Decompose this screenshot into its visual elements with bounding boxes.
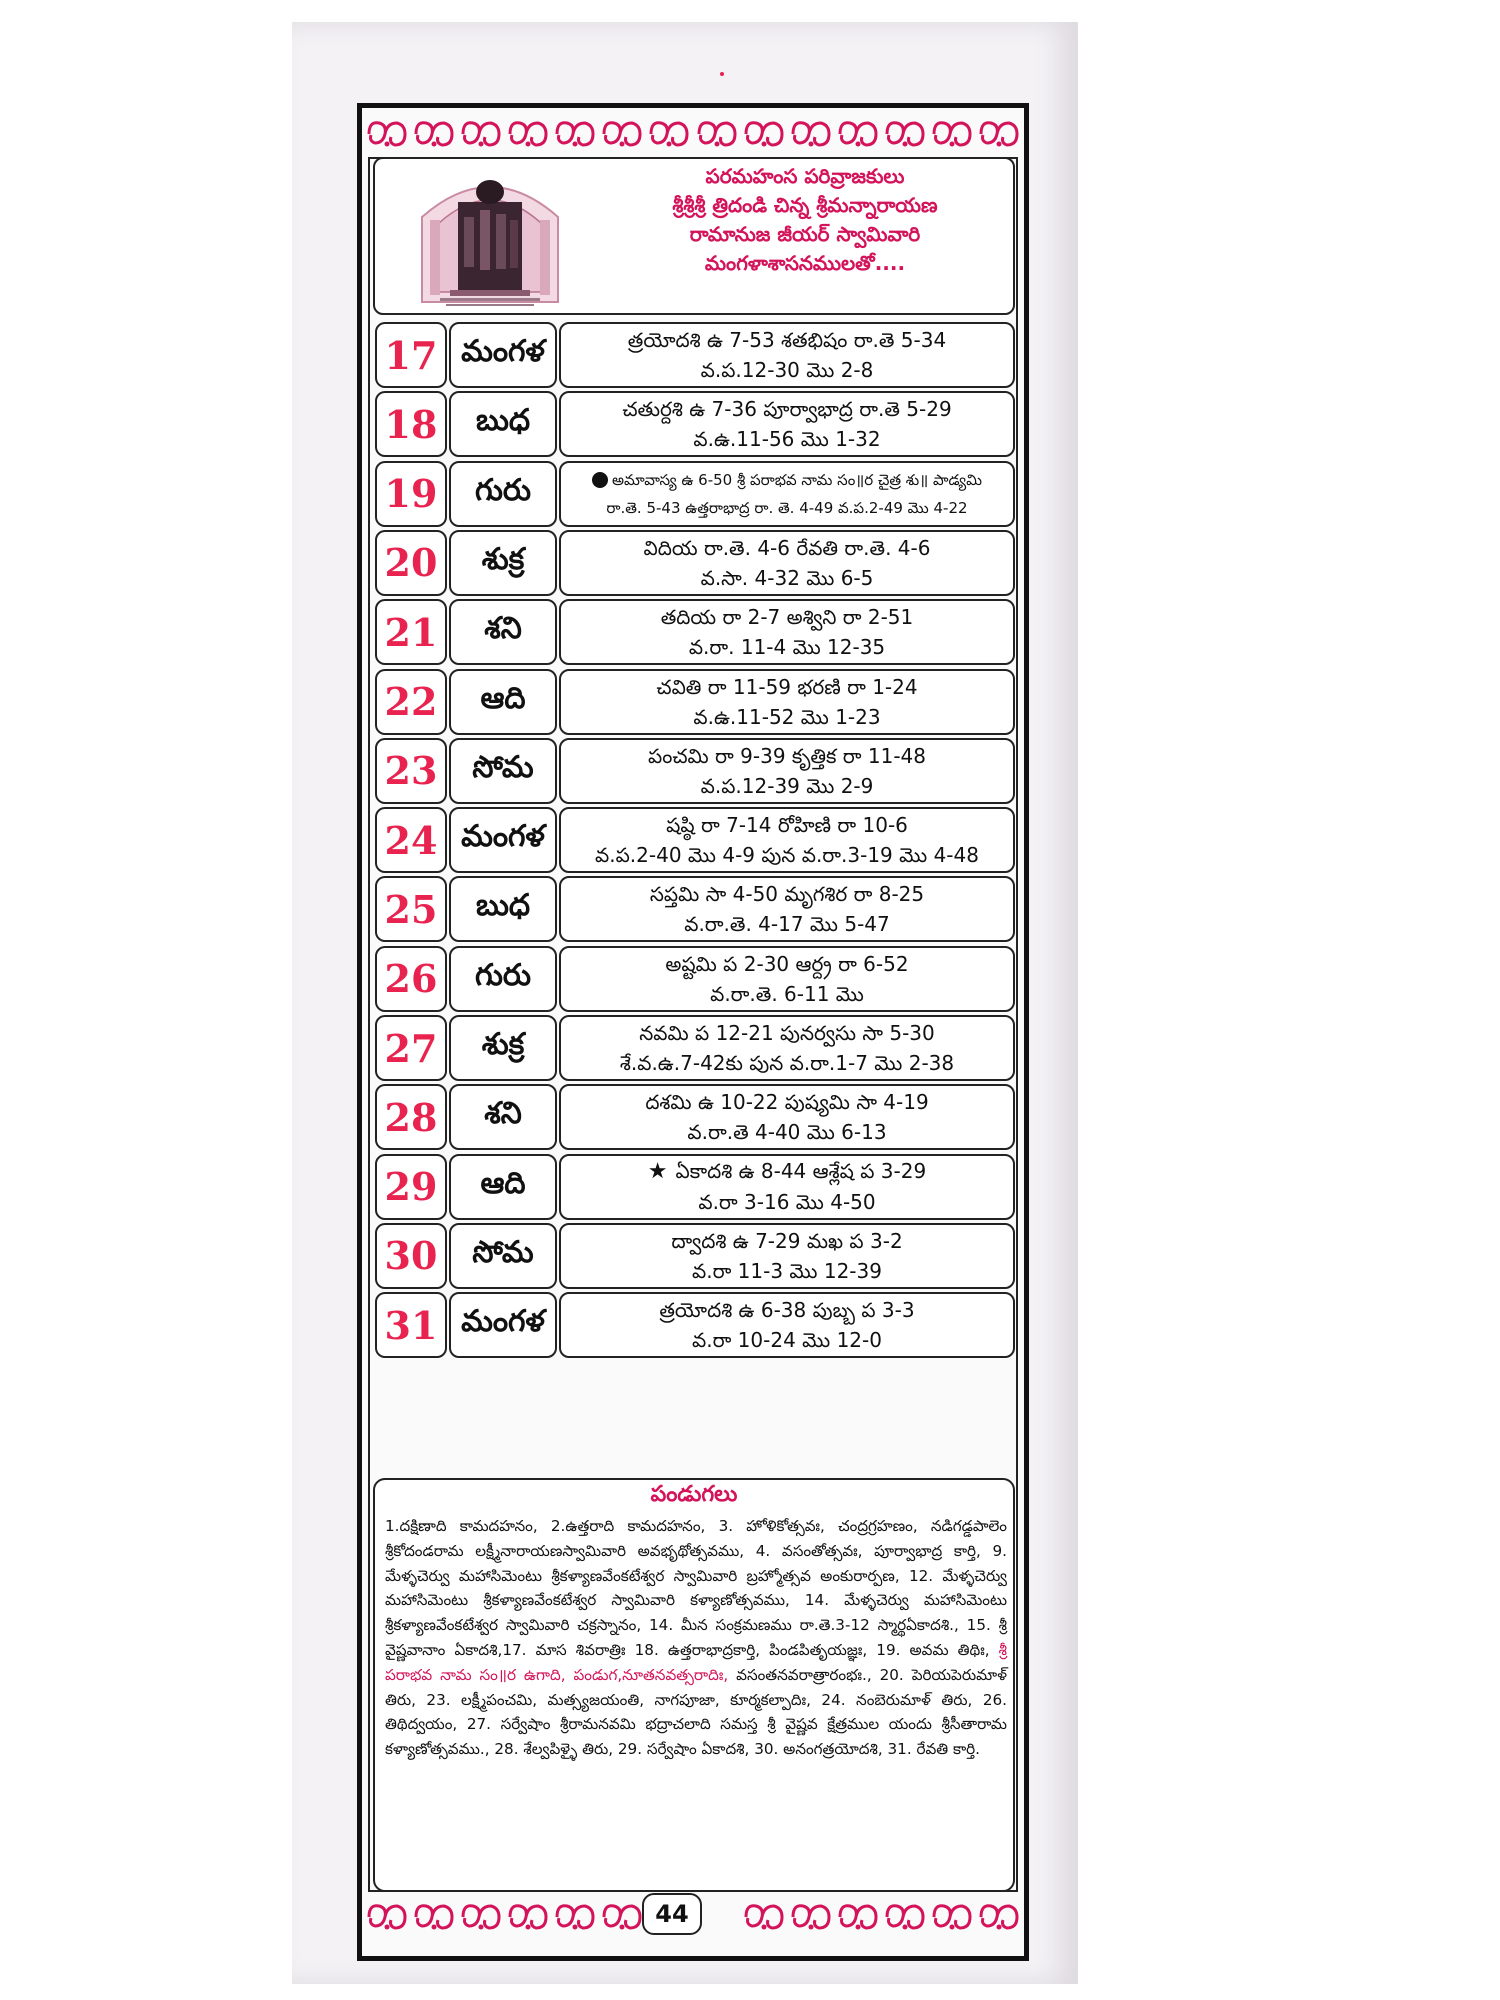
page-number: 44 [642, 1893, 702, 1935]
panchang-line-1 [661, 602, 914, 632]
panchang-details [559, 461, 1015, 527]
weekday-name: గురు [449, 946, 557, 1012]
festivals-text-part-2: వసంతనవరాత్రారంభః., 20. పెరియపెరుమాళ్ తిరు, 23. లక్ష్మీపంచమి, మత్స్యజయంతి, నాగపూజా, కూర్మకల్పాదిః, 24. నంబెరుమాళ్ తిరు, 26. తిథిద్వయం, 27. సర్వేషాం శ్రీరామనవమి భద్రాచలాది సమస్త శ్రీ వైష్ణవ క్షేత్రముల యందు శ్రీసీతారామ కళ్యాణోత్సవము., 28. శేల్వపిళ్ళై తిరు, 29. సర్వేషాం ఏకాదశి, 30. అనంగత్రయోదశి, 31. రేవతి కార్తి. [385, 1665, 1008, 1759]
header-blessing-text [600, 162, 1010, 278]
panchang-details [559, 946, 1015, 1012]
panchang-line-1-text: పంచమి రా 9-39 కృత్తిక రా 11-48 [647, 743, 926, 768]
top-decorative-border [363, 110, 1023, 158]
panchang-line-1 [650, 879, 924, 909]
panchang-line-1-text: చతుర్దశి ఉ 7-36 పూర్వాభాద్ర రా.తె 5-29 [622, 397, 952, 422]
border-knot-icon [553, 1900, 597, 1934]
border-knot-icon [412, 117, 456, 151]
header-line-4: మంగళాశాసనములతో.... [704, 251, 906, 275]
panchang-line-2: వ.రా 10-24 మొ 12-0 [692, 1328, 882, 1353]
panchang-details [559, 1154, 1015, 1220]
border-knot-icon [600, 117, 644, 151]
panchang-line-1 [622, 394, 951, 424]
panchang-line-1 [628, 325, 946, 355]
panchang-line-1-text: ఏకాదశి ఉ 8-44 ఆశ్లేష ప 3-29 [675, 1159, 927, 1184]
date-number: 25 [375, 876, 447, 942]
border-knot-icon [742, 1900, 786, 1934]
panchang-line-1 [666, 810, 908, 840]
calendar-row [375, 1154, 1017, 1222]
border-knot-icon [836, 117, 880, 151]
date-number: 18 [375, 391, 447, 457]
border-knot-icon [930, 1900, 974, 1934]
panchang-line-1 [659, 1295, 914, 1325]
border-knot-icon [365, 117, 409, 151]
date-number: 30 [375, 1223, 447, 1289]
panchang-line-1-text: అష్టమి ప 2-30 ఆర్ద్ర రా 6-52 [665, 951, 909, 976]
panchang-details [559, 807, 1015, 873]
calendar-row [375, 322, 1017, 390]
festivals-text [385, 1514, 1007, 1762]
weekday-name: ఆది [449, 1154, 557, 1220]
panchang-line-1 [644, 533, 931, 563]
calendar-row [375, 1292, 1017, 1360]
border-knot-icon [506, 1900, 550, 1934]
panchang-line-1 [665, 949, 908, 979]
date-number: 27 [375, 1015, 447, 1081]
panchang-details [559, 738, 1015, 804]
panchang-details [559, 1223, 1015, 1289]
panchang-line-2: వ.రా.తె. 4-17 మొ 5-47 [684, 912, 890, 937]
panchang-line-1 [648, 1156, 926, 1187]
border-knot-icon [742, 117, 786, 151]
panchang-line-1-text: త్రయోదశి ఉ 7-53 శతభిషం రా.తె 5-34 [627, 328, 947, 352]
header-line-3: రామానుజ జీయర్ స్వామివారి [689, 222, 921, 246]
border-knot-icon [459, 117, 503, 151]
weekday-name: సోమ [449, 1223, 557, 1289]
panchang-details [559, 530, 1015, 596]
panchang-line-1-text: త్రయోదశి ఉ 6-38 పుబ్బ ప 3-3 [659, 1298, 915, 1323]
calendar-row [375, 738, 1017, 806]
panchang-line-2: వ.ఉ.11-52 మొ 1-23 [693, 704, 881, 729]
panchang-line-2: వ.రా.తె 4-40 మొ 6-13 [687, 1120, 887, 1145]
weekday-name: శుక్ర [449, 530, 557, 596]
panchang-line-2: వ.ఉ.11-56 మొ 1-32 [693, 427, 881, 452]
festivals-title: పండుగలు [650, 1482, 738, 1507]
panchang-line-1 [592, 466, 982, 494]
panchang-line-2: వ.రా.తె. 6-11 మొ [710, 981, 864, 1006]
calendar-row [375, 530, 1017, 598]
panchang-details [559, 1084, 1015, 1150]
weekday-name: గురు [449, 461, 557, 527]
date-number: 24 [375, 807, 447, 873]
weekday-name: శని [449, 599, 557, 665]
border-knot-icon [412, 1900, 456, 1934]
panchang-line-2: వ.ప.2-40 మొ 4-9 పున వ.రా.3-19 మొ 4-48 [595, 843, 979, 868]
panchang-line-2: వ.రా 11-3 మొ 12-39 [692, 1258, 882, 1283]
border-knot-icon [789, 117, 833, 151]
calendar-row [375, 669, 1017, 737]
date-number: 22 [375, 669, 447, 735]
weekday-name: బుధ [449, 391, 557, 457]
border-knot-icon [506, 117, 550, 151]
panchang-details [559, 391, 1015, 457]
calendar-row [375, 461, 1017, 529]
panchang-line-2: వ.రా 3-16 మొ 4-50 [698, 1190, 876, 1215]
ink-dot [720, 72, 724, 76]
date-number: 19 [375, 461, 447, 527]
border-knot-icon [647, 117, 691, 151]
border-knot-icon [789, 1900, 833, 1934]
weekday-name: మంగళ [449, 322, 557, 388]
date-number: 29 [375, 1154, 447, 1220]
border-knot-icon [365, 1900, 409, 1934]
panchang-details [559, 322, 1015, 388]
border-knot-icon [977, 1900, 1021, 1934]
panchang-line-2: వ.రా. 11-4 మొ 12-35 [688, 635, 886, 660]
border-knot-icon [977, 117, 1021, 151]
panchang-line-1-text: విదియ రా.తె. 4-6 రేవతి రా.తె. 4-6 [643, 535, 931, 560]
panchang-line-1-text: ద్వాదశి ఉ 7-29 మఖ ప 3-2 [671, 1228, 903, 1253]
panchang-line-1-text: నవమి ప 12-21 పునర్వసు సా 5-30 [639, 1021, 935, 1045]
date-number: 26 [375, 946, 447, 1012]
border-knot-icon [930, 117, 974, 151]
panchang-line-1 [645, 1087, 928, 1117]
panchang-details [559, 1015, 1015, 1081]
date-number: 21 [375, 599, 447, 665]
header-line-2: శ్రీశ్రీశ్రీ త్రిదండి చిన్న శ్రీమన్నారాయణ [672, 193, 938, 217]
border-knot-icon [836, 1900, 880, 1934]
panchang-line-2: వ.ప.12-39 మొ 2-9 [700, 773, 874, 798]
weekday-name: ఆది [449, 669, 557, 735]
festivals-text-highlight: శ్రీ పరాభవ నామ సం॥ర ఉగాది, పండుగ,నూతనవత్సరాదిః, [385, 1640, 1007, 1684]
panchang-line-2: వ.సా. 4-32 మొ 6-5 [700, 565, 874, 590]
panchang-line-1-text: అమావాస్య ఉ 6-50 శ్రీ పరాభవ నామ సం॥ర చైత్ర శు॥ పాడ్యమి [611, 470, 983, 489]
panchang-line-2: వ.ప.12-30 మొ 2-8 [700, 358, 874, 382]
panchang-line-2: రా.తె. 5-43 ఉత్తరాభాద్ర రా. తె. 4-49 వ.ప.2-49 మొ 4-22 [606, 498, 968, 517]
panchang-line-1-text: సప్తమి సా 4-50 మృగశిర రా 8-25 [649, 882, 925, 907]
panchang-details [559, 669, 1015, 735]
festivals-box [373, 1478, 1015, 1892]
calendar-row [375, 946, 1017, 1014]
date-number: 23 [375, 738, 447, 804]
panchang-line-1-text: దశమి ఉ 10-22 పుష్యమి సా 4-19 [645, 1090, 929, 1115]
border-knot-icon [883, 1900, 927, 1934]
panchang-line-2: శే.వ.ఉ.7-42కు పున వ.రా.1-7 మొ 2-38 [619, 1051, 955, 1075]
date-number: 28 [375, 1084, 447, 1150]
weekday-name: మంగళ [449, 807, 557, 873]
festivals-text-part-1: 1.దక్షిణాది కామదహనం, 2.ఉత్తరాది కామదహనం, 3. హోళికోత్సవః, చంద్రగ్రహణం, నడిగడ్డపాలెం శ్రీకోదండరామ లక్ష్మీనారాయణస్వామివారి అవభృథోత్సవము, 4. వసంతోత్సవః, పూర్వాభాద్ర కార్తి, 9. మేళ్ళచెర్వు మహాసిమెంటు శ్రీకళ్యాణవేంకటేశ్వర స్వామివారి బ్రహ్మోత్సవ అంకురార్పణ, 12. మేళ్ళచెర్వు మహాసిమెంటు శ్రీకళ్యాణవేంకటేశ్వర స్వామివారి కళ్యాణోత్సవము, 14. మేళ్ళచెర్వు మహాసిమెంటు శ్రీకళ్యాణవేంకటేశ్వర స్వామివారి చక్రస్నానం, 14. మీన సంక్రమణము రా.తె.3-12 స్మార్థఏకాదశి., 15. శ్రీ వైష్ణవానాం ఏకాదశి,17. మాస శివరాత్రిః 18. ఉత్తరాభాద్రకార్తి, పిండపితృయజ్ఞః, 19. అవమ తిథిః, [385, 1517, 1007, 1659]
border-knot-icon [883, 117, 927, 151]
panchang-line-1 [671, 1226, 902, 1256]
date-number: 20 [375, 530, 447, 596]
weekday-name: మంగళ [449, 1292, 557, 1358]
border-knot-icon [600, 1900, 644, 1934]
weekday-name: బుధ [449, 876, 557, 942]
calendar-row [375, 1223, 1017, 1291]
weekday-name: శని [449, 1084, 557, 1150]
calendar-row [375, 599, 1017, 667]
date-number: 31 [375, 1292, 447, 1358]
calendar-row [375, 1015, 1017, 1083]
new-moon-icon [592, 472, 608, 488]
panchang-line-1-text: చవితి రా 11-59 భరణి రా 1-24 [656, 674, 918, 699]
panchang-line-1 [648, 741, 926, 771]
panchang-line-1-text: షష్ఠి రా 7-14 రోహిణి రా 10-6 [666, 813, 908, 838]
calendar-row [375, 391, 1017, 459]
panchang-details [559, 1292, 1015, 1358]
border-knot-icon [553, 117, 597, 151]
star-icon: ★ [647, 1159, 668, 1185]
calendar-row [375, 876, 1017, 944]
date-number: 17 [375, 322, 447, 388]
border-knot-icon [695, 117, 739, 151]
weekday-name: సోమ [449, 738, 557, 804]
calendar-row [375, 807, 1017, 875]
panchang-line-1 [639, 1018, 935, 1048]
header-line-1: పరమహంస పరివ్రాజకులు [705, 164, 905, 188]
panchang-details [559, 599, 1015, 665]
panchang-details [559, 876, 1015, 942]
temple-image [410, 162, 570, 310]
border-knot-icon [459, 1900, 503, 1934]
panchang-line-1 [656, 672, 917, 702]
calendar-row [375, 1084, 1017, 1152]
weekday-name: శుక్ర [449, 1015, 557, 1081]
panchang-line-1-text: తదియ రా 2-7 అశ్విని రా 2-51 [660, 605, 914, 630]
